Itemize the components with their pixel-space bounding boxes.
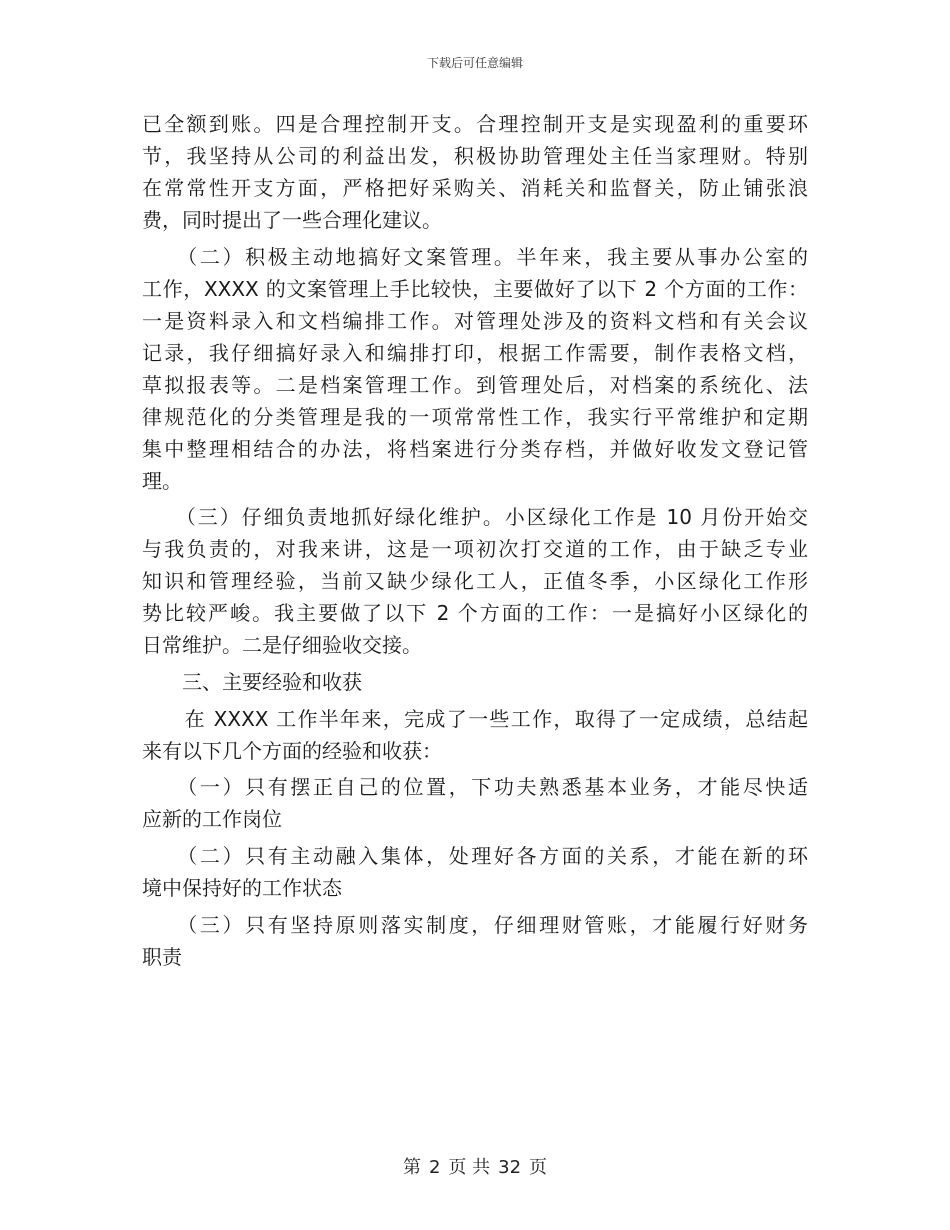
text-line: 势比较严峻。我主要做了以下 2 个方面的工作：一是搞好小区绿化的 <box>142 601 808 626</box>
text-line: 费，同时提出了一些合理化建议。 <box>142 208 442 232</box>
footer-total-pages: 32 <box>498 1157 522 1178</box>
text-line: 理。 <box>142 468 182 493</box>
text-line: 与我负责的，对我来讲，这是一项初次打交道的工作，由于缺乏专业 <box>142 537 808 562</box>
text-line: 草拟报表等。二是档案管理工作。到管理处后，对档案的系统化、法 <box>142 372 808 397</box>
text-line: （二）只有主动融入集体，处理好各方面的关系，才能在新的环 <box>142 844 808 869</box>
text-line: 集中整理相结合的办法，将档案进行分类存档，并做好收发文登记管 <box>142 436 808 461</box>
text-line: 来有以下几个方面的经验和收获： <box>142 738 442 763</box>
text-line: 境中保持好的工作状态 <box>142 876 342 901</box>
text-line: （三）仔细负责地抓好绿化维护。小区绿化工作是 10 月份开始交 <box>142 505 808 530</box>
text-line: 知识和管理经验，当前又缺少绿化工人，正值冬季，小区绿化工作形 <box>142 569 808 594</box>
text-line: 记录，我仔细搞好录入和编排打印，根据工作需要，制作表格文档， <box>142 340 808 365</box>
footer-middle: 页 共 <box>448 1157 491 1178</box>
text-line: 一是资料录入和文档编排工作。对管理处涉及的资料文档和有关会议 <box>142 308 808 333</box>
text-line: （二）积极主动地搞好文案管理。半年来，我主要从事办公室的 <box>142 244 808 269</box>
text-line: （三）只有坚持原则落实制度，仔细理财管账，才能履行好财务 <box>142 912 808 937</box>
page-header: 下载后可任意编辑 <box>426 56 523 70</box>
text-line: 在 XXXX 工作半年来，完成了一些工作，取得了一定成绩，总结起 <box>142 706 808 731</box>
footer-suffix: 页 <box>529 1157 548 1178</box>
text-line: 三、主要经验和收获 <box>142 670 362 695</box>
text-line: 律规范化的分类管理是我的一项常常性工作，我实行平常维护和定期 <box>142 404 808 429</box>
text-line: 节，我坚持从公司的利益出发，积极协助管理处主任当家理财。特别 <box>142 144 808 168</box>
text-line: 已全额到账。四是合理控制开支。合理控制开支是实现盈利的重要环 <box>142 112 808 136</box>
text-line: 工作，XXXX 的文案管理上手比较快，主要做好了以下 2 个方面的工作： <box>142 276 808 301</box>
page-footer <box>0 1153 950 1179</box>
text-line: 应新的工作岗位 <box>142 807 282 832</box>
footer-prefix: 第 <box>402 1157 421 1178</box>
text-line: 职责 <box>142 944 182 969</box>
text-line: （一）只有摆正自己的位置，下功夫熟悉基本业务，才能尽快适 <box>142 775 808 800</box>
footer-page-number: 2 <box>428 1157 441 1178</box>
text-line: 日常维护。二是仔细验收交接。 <box>142 633 422 658</box>
document-body <box>142 108 808 973</box>
text-line: 在常常性开支方面，严格把好采购关、消耗关和监督关，防止铺张浪 <box>142 176 808 200</box>
